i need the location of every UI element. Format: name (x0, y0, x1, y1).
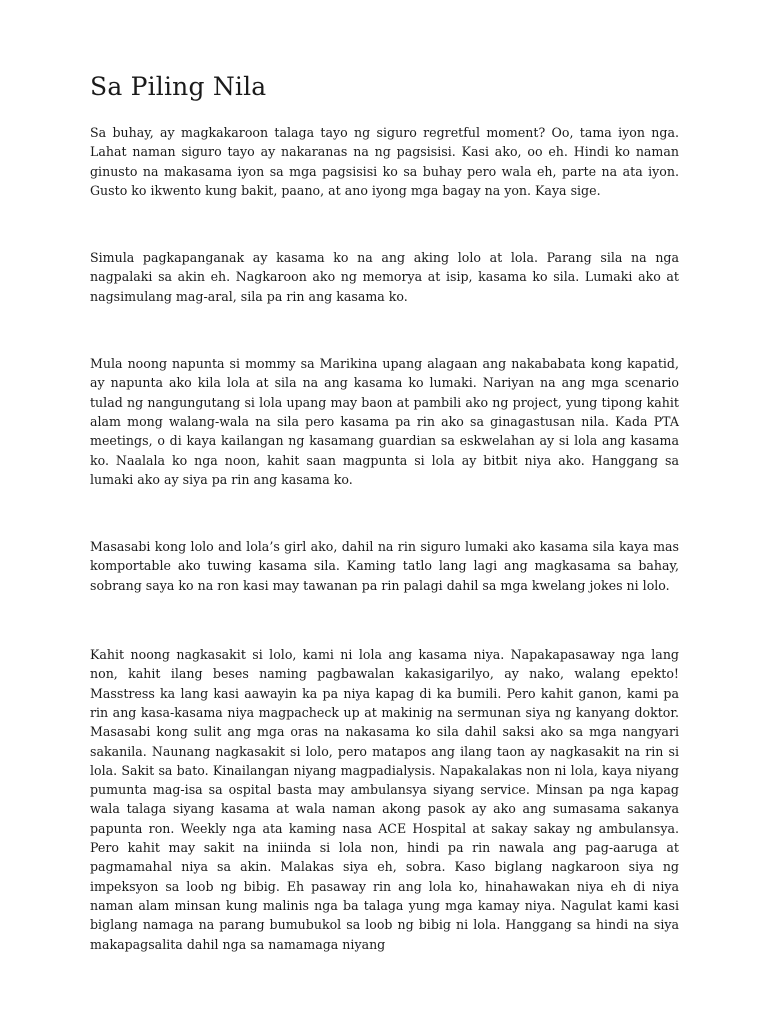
paragraph-2: Simula pagkapanganak ay kasama ko na ang aking lolo at lola. Parang sila na nga nagpalaki sa akin eh. Nagkaroon ako ng memorya at isip, kasama ko sila. Lumaki ako at nagsimulang mag-aral, sila pa rin ang kasama ko. (90, 250, 679, 304)
paragraph-4: Masasabi kong lolo and lola’s girl ako, dahil na rin siguro lumaki ako kasama sila kaya mas komportable ako tuwing kasama sila. Kaming tatlo lang lagi ang magkasama sa bahay, sobrang saya ko na ron kasi may tawanan pa rin palagi dahil sa mga kwelang jokes ni lolo. (90, 539, 679, 593)
document-title: Sa Piling Nila (90, 72, 267, 101)
paragraph-3: Mula noong napunta si mommy sa Marikina upang alagaan ang nakababata kong kapatid, ay napunta ako kila lola at sila na ang kasama ko lumaki. Nariyan na ang mga scenario tulad ng nangungutang si lola upang may baon at pambili ako ng project, yung tipong kahit alam mong walang-wala na sila pero kasama pa rin ako sa ginagastusan nila. Kada PTA meetings, o di kaya kailangan ng kasamang guardian sa eskwelahan ay si lola ang kasama ko. Naalala ko nga noon, kahit saan magpunta si lola ay bitbit niya ako. Hanggang sa lumaki ako ay siya pa rin ang kasama ko. (90, 356, 679, 487)
paragraph-1: Sa buhay, ay magkakaroon talaga tayo ng siguro regretful moment? Oo, tama iyon nga. Lahat naman siguro tayo ay nakaranas na ng pagsisisi. Kasi ako, oo eh. Hindi ko naman ginusto na makasama iyon sa mga pagsisisi ko sa buhay pero wala eh, parte na ata iyon. Gusto ko ikwento kung bakit, paano, at ano iyong mga bagay na yon. Kaya sige. (90, 125, 679, 198)
paragraph-5: Kahit noong nagkasakit si lolo, kami ni lola ang kasama niya. Napakapasaway nga lang non, kahit ilang beses naming pagbawalan kakasigarilyo, ay nako, walang epekto! Masstress ka lang kasi aawayin ka pa niya kapag di ka bumili. Pero kahit ganon, kami pa rin ang kasa-kasama niya magpacheck up at makinig na sermunan siya ng kanyang doktor. Masasabi kong sulit ang mga oras na nakasama ko sila dahil saksi ako sa mga nangyari sakanila. Naunang nagkasakit si lolo, pero matapos ang ilang taon ay nagkasakit na rin si lola. Sakit sa bato. Kinailangan niyang magpadialysis. Napakalakas non ni lola, kaya niyang pumunta mag-isa sa ospital basta may ambulansya siyang service. Minsan pa nga kapag wala talaga siyang kasama at wala naman akong pasok ay ako ang sumasama sakanya papunta ron. Weekly nga ata kaming nasa ACE Hospital at sakay sakay ng ambulansya. Pero kahit may sakit na iniinda si lola non, hindi pa rin nawala ang pag-aaruga at pagmamahal niya sa akin. Malakas siya eh, sobra. Kaso biglang nagkaroon siya ng impeksyon sa loob ng bibig. Eh pasaway rin ang lola ko, hinahawakan niya eh di niya naman alam minsan kung malinis nga ba talaga yung mga kamay niya. Nagulat kami kasi biglang namaga na parang bumubukol sa loob ng bibig ni lola. Hanggang sa hindi na siya makapagsalita dahil nga sa namamaga niyang (90, 647, 679, 952)
